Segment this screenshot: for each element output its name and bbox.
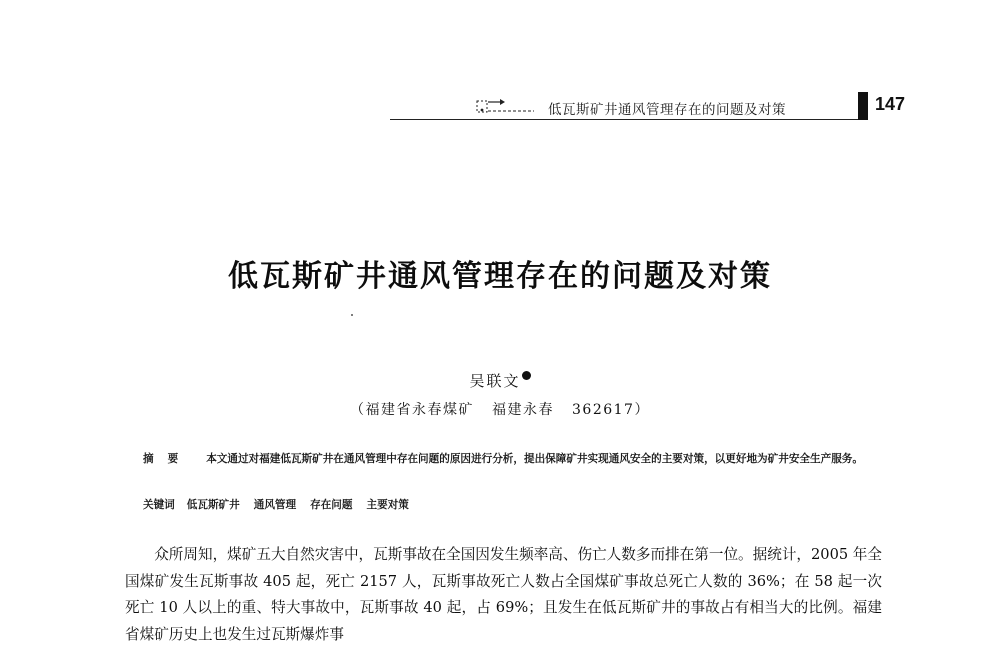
affiliation [0, 399, 1000, 419]
running-header [390, 92, 920, 124]
affiliation-postcode: 362617） [572, 402, 650, 418]
keywords-label: 关键词 [143, 499, 175, 511]
running-title: 低瓦斯矿井通风管理存在的问题及对策 [548, 102, 786, 118]
print-speck [351, 314, 353, 316]
page-number: 147 [875, 94, 906, 114]
keywords [143, 497, 423, 512]
header-rule [390, 119, 858, 120]
author-note-icon [522, 371, 531, 380]
keyword: 主要对策 [366, 499, 409, 511]
keyword: 存在问题 [310, 499, 353, 511]
affiliation-place: 福建永春 [492, 402, 555, 418]
abstract-label: 摘要 [143, 453, 193, 465]
author-line [0, 370, 1000, 391]
keyword: 通风管理 [253, 499, 297, 511]
affiliation-org: （福建省永春煤矿 [350, 402, 475, 418]
keyword: 低瓦斯矿井 [186, 499, 240, 511]
author-name: 吴联文 [469, 372, 521, 390]
abstract [128, 449, 880, 470]
header-ornament-icon [476, 98, 536, 116]
body-paragraph: 众所周知，煤矿五大自然灾害中，瓦斯事故在全国因发生频率高、伤亡人数多而排在第一位。据统计，2005 年全国煤矿发生瓦斯事故 405 起，死亡 2157 人，瓦斯事故死亡人数占全国煤矿事故总死亡人数的 36%；在 58 起一次死亡 10 人以上的重、特大事故中，瓦斯事故 40 起，占 69%；且发生在低瓦斯矿井的事故占有相当大的比例。福建省煤矿历史上也发生过瓦斯爆炸事 [125, 546, 882, 643]
article-title: 低瓦斯矿井通风管理存在的问题及对策 [228, 259, 772, 294]
header-bar [858, 92, 868, 120]
abstract-text: 本文通过对福建低瓦斯矿井在通风管理中存在问题的原因进行分析，提出保障矿井实现通风安全的主要对策，以更好地为矿井安全生产服务。 [206, 453, 863, 465]
